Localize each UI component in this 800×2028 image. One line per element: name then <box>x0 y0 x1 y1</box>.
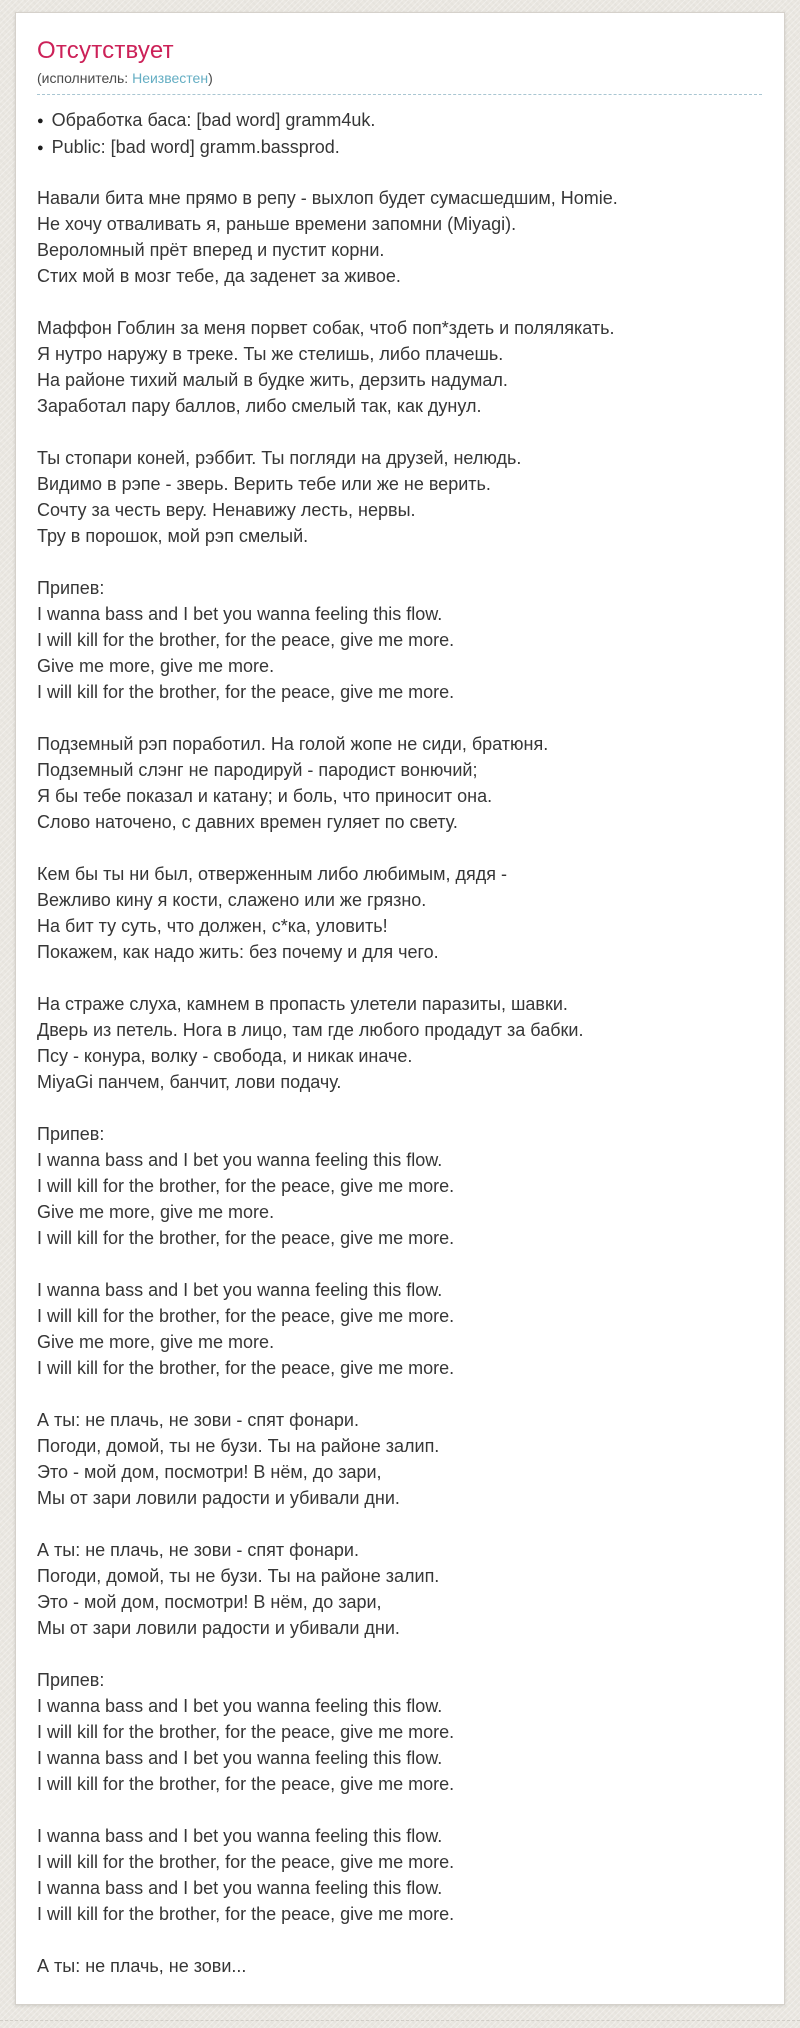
lyrics-line: I wanna bass and I bet you wanna feeling this flow. <box>37 1696 443 1716</box>
lyrics-line: На районе тихий малый в будке жить, дерзить надумал. <box>37 370 508 390</box>
lyrics-line: Псу - конура, волку - свобода, и никак иначе. <box>37 1046 413 1066</box>
lyrics-line: Тру в порошок, мой рэп смелый. <box>37 526 309 546</box>
lyrics-stanza <box>37 1537 762 1641</box>
lyrics-stanza <box>37 1277 762 1381</box>
bullet-icon: ● <box>37 142 44 154</box>
lyrics-stanza <box>37 1823 762 1927</box>
lyrics-stanza <box>37 1121 762 1251</box>
lyrics-line: I will kill for the brother, for the peace, give me more. <box>37 1176 455 1196</box>
lyrics-stanza <box>37 315 762 419</box>
lyrics-line: I will kill for the brother, for the peace, give me more. <box>37 1228 455 1248</box>
lyrics-line: Слово наточено, с давних времен гуляет по свету. <box>37 812 458 832</box>
lyrics-line: I wanna bass and I bet you wanna feeling this flow. <box>37 1878 443 1898</box>
lyrics-line: Я бы тебе показал и катану; и боль, что приносит она. <box>37 786 493 806</box>
lyrics-stanza <box>37 445 762 549</box>
artist-line <box>37 70 762 86</box>
lyrics-line: I will kill for the brother, for the peace, give me more. <box>37 1904 455 1924</box>
lyrics-line: I wanna bass and I bet you wanna feeling this flow. <box>37 1826 443 1846</box>
credit-item <box>37 134 762 161</box>
lyrics-line: I will kill for the brother, for the peace, give me more. <box>37 1852 455 1872</box>
lyrics-line: Припев: <box>37 1124 105 1144</box>
artist-link[interactable]: Неизвестен <box>132 70 209 86</box>
artist-prefix: (исполнитель: <box>37 70 133 86</box>
lyrics-line: Это - мой дом, посмотри! В нём, до зари, <box>37 1462 382 1482</box>
lyrics-line: Видимо в рэпе - зверь. Верить тебе или же не верить. <box>37 474 491 494</box>
lyrics-line: А ты: не плачь, не зови... <box>37 1956 247 1976</box>
lyrics-line: MiyaGi панчем, банчит, лови подачу. <box>37 1072 342 1092</box>
lyrics-line: Give me more, give me more. <box>37 1202 275 1222</box>
lyrics-line: Подземный слэнг не пародируй - пародист вонючий; <box>37 760 478 780</box>
credit-item <box>37 107 762 134</box>
lyrics-stanza <box>37 731 762 835</box>
lyrics-line: I wanna bass and I bet you wanna feeling this flow. <box>37 1280 443 1300</box>
lyrics-stanza <box>37 1953 762 1979</box>
lyrics-stanza <box>37 575 762 705</box>
lyrics-line: Навали бита мне прямо в репу - выхлоп будет сумасшедшим, Homie. <box>37 188 618 208</box>
lyrics-line: I wanna bass and I bet you wanna feeling this flow. <box>37 1748 443 1768</box>
lyrics-stanza <box>37 861 762 965</box>
lyrics-line: Ты стопари коней, рэббит. Ты погляди на друзей, нелюдь. <box>37 448 522 468</box>
lyrics-line: Погоди, домой, ты не бузи. Ты на районе залип. <box>37 1566 440 1586</box>
lyrics-line: А ты: не плачь, не зови - спят фонари. <box>37 1410 359 1430</box>
lyrics-line: I will kill for the brother, for the peace, give me more. <box>37 1306 455 1326</box>
lyrics-line: I wanna bass and I bet you wanna feeling this flow. <box>37 604 443 624</box>
lyrics-line: I will kill for the brother, for the peace, give me more. <box>37 1358 455 1378</box>
lyrics-line: Мы от зари ловили радости и убивали дни. <box>37 1488 400 1508</box>
lyrics-line: А ты: не плачь, не зови - спят фонари. <box>37 1540 359 1560</box>
lyrics-line: Припев: <box>37 578 105 598</box>
lyrics-line: Не хочу отваливать я, раньше времени запомни (Miyagi). <box>37 214 517 234</box>
page-fold-divider <box>0 2020 800 2021</box>
lyrics-line: Дверь из петель. Нога в лицо, там где любого продадут за бабки. <box>37 1020 584 1040</box>
lyrics-line: Подземный рэп поработил. На голой жопе не сиди, братюня. <box>37 734 549 754</box>
content-card <box>15 12 785 2005</box>
lyrics-stanza <box>37 991 762 1095</box>
lyrics-line: Припев: <box>37 1670 105 1690</box>
lyrics-line: Заработал пару баллов, либо смелый так, как дунул. <box>37 396 482 416</box>
lyrics-line: Give me more, give me more. <box>37 1332 275 1352</box>
credits-list <box>37 107 762 161</box>
artist-suffix: ) <box>208 70 213 86</box>
lyrics-text <box>37 185 762 1979</box>
lyrics-stanza <box>37 1667 762 1797</box>
lyrics-line: I will kill for the brother, for the peace, give me more. <box>37 682 455 702</box>
lyrics-line: Вежливо кину я кости, слажено или же грязно. <box>37 890 427 910</box>
lyrics-line: Это - мой дом, посмотри! В нём, до зари, <box>37 1592 382 1612</box>
lyrics-line: I will kill for the brother, for the peace, give me more. <box>37 630 455 650</box>
lyrics-line: Кем бы ты ни был, отверженным либо любимым, дядя - <box>37 864 507 884</box>
bullet-icon: ● <box>37 115 44 127</box>
credit-text: Public: [bad word] gramm.bassprod. <box>51 137 340 157</box>
lyrics-line: На страже слуха, камнем в пропасть улетели паразиты, шавки. <box>37 994 568 1014</box>
lyrics-line: Стих мой в мозг тебе, да заденет за живое. <box>37 266 401 286</box>
lyrics-line: Мы от зари ловили радости и убивали дни. <box>37 1618 400 1638</box>
song-header <box>37 37 762 95</box>
lyrics-line: На бит ту суть, что должен, с*ка, уловить! <box>37 916 388 936</box>
lyrics-line: Покажем, как надо жить: без почему и для чего. <box>37 942 439 962</box>
lyrics-line: Маффон Гоблин за меня порвет собак, чтоб поп*здеть и полялякать. <box>37 318 615 338</box>
lyrics-stanza <box>37 1407 762 1511</box>
lyrics-line: Give me more, give me more. <box>37 656 275 676</box>
song-title: Отсутствует <box>37 37 174 64</box>
credit-text: Обработка баса: [bad word] gramm4uk. <box>51 110 376 130</box>
lyrics-line: Я нутро наружу в треке. Ты же стелишь, либо плачешь. <box>37 344 504 364</box>
lyrics-line: I will kill for the brother, for the peace, give me more. <box>37 1722 455 1742</box>
lyrics-line: Вероломный прёт вперед и пустит корни. <box>37 240 385 260</box>
lyrics-line: I will kill for the brother, for the peace, give me more. <box>37 1774 455 1794</box>
lyrics-line: Погоди, домой, ты не бузи. Ты на районе залип. <box>37 1436 440 1456</box>
lyrics-stanza <box>37 185 762 289</box>
lyrics-line: Сочту за честь веру. Ненавижу лесть, нервы. <box>37 500 416 520</box>
lyrics-line: I wanna bass and I bet you wanna feeling this flow. <box>37 1150 443 1170</box>
